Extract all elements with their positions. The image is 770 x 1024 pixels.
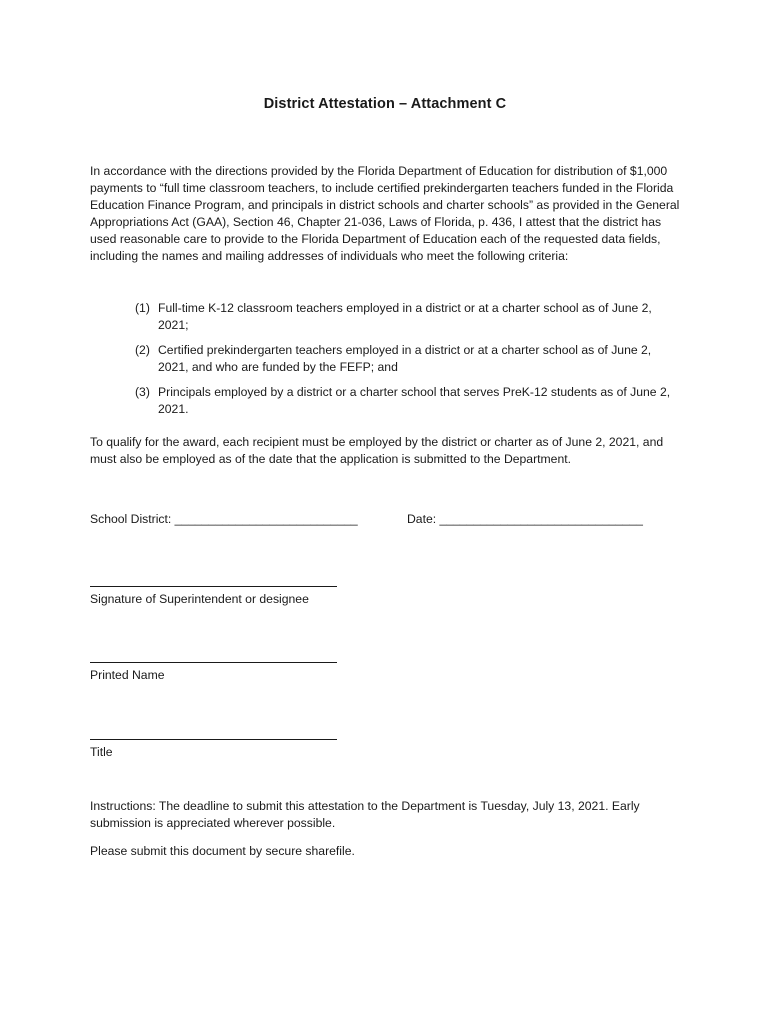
signature-label: Signature of Superintendent or designee bbox=[90, 592, 309, 606]
printed-name-label: Printed Name bbox=[90, 668, 165, 682]
date-field[interactable]: Date: ______________________________ bbox=[407, 512, 643, 526]
criteria-text: Principals employed by a district or a charter school that serves PreK-12 students as of June 2, 2021. bbox=[158, 385, 671, 417]
criteria-item bbox=[135, 384, 680, 418]
criteria-text: Full-time K-12 classroom teachers employed in a district or at a charter school as of June 2, 2021; bbox=[158, 301, 652, 333]
qualify-paragraph: To qualify for the award, each recipient must be employed by the district or charter as of June 2, 2021, and must also be employed as of the date that the application is submitted to the Department. bbox=[90, 435, 664, 467]
title-label: Title bbox=[90, 745, 113, 759]
document-title: District Attestation – Attachment C bbox=[263, 96, 507, 112]
criteria-text: Certified prekindergarten teachers employed in a district or at a charter school as of June 2, 2021, and who are funded by the FEFP; and bbox=[158, 343, 652, 375]
criteria-item bbox=[135, 300, 680, 334]
printed-name-block bbox=[90, 654, 390, 683]
title-block bbox=[90, 731, 390, 760]
intro-paragraph: In accordance with the directions provided by the Florida Department of Education for distribution of $1,000 payments to “full time classroom teachers, to include certified prekindergarten teachers funded in the Florida Education Finance Program, and principals in district schools and charter schools” as provided in the General Appropriations Act (GAA), Section 46, Chapter 21-036, Laws of Florida, p. 436, I attest that the district has used reasonable care to provide to the Florida Department of Education each of the requested data fields, including the names and mailing addresses of individuals who meet the following criteria: bbox=[90, 164, 680, 264]
instructions-paragraph: Instructions: The deadline to submit this attestation to the Department is Tuesday, July 13, 2021. Early submission is appreciated wherever possible. bbox=[90, 799, 640, 831]
signature-block bbox=[90, 578, 390, 607]
title-line[interactable] bbox=[90, 731, 337, 740]
submit-note: Please submit this document by secure sharefile. bbox=[90, 844, 355, 858]
criteria-number: (3) bbox=[135, 385, 150, 400]
school-district-field[interactable]: School District: ___________________________ bbox=[90, 512, 358, 526]
signature-line[interactable] bbox=[90, 578, 337, 587]
criteria-item bbox=[135, 342, 680, 376]
criteria-list bbox=[135, 300, 680, 427]
printed-name-line[interactable] bbox=[90, 654, 337, 663]
criteria-number: (2) bbox=[135, 343, 150, 358]
criteria-number: (1) bbox=[135, 301, 150, 315]
